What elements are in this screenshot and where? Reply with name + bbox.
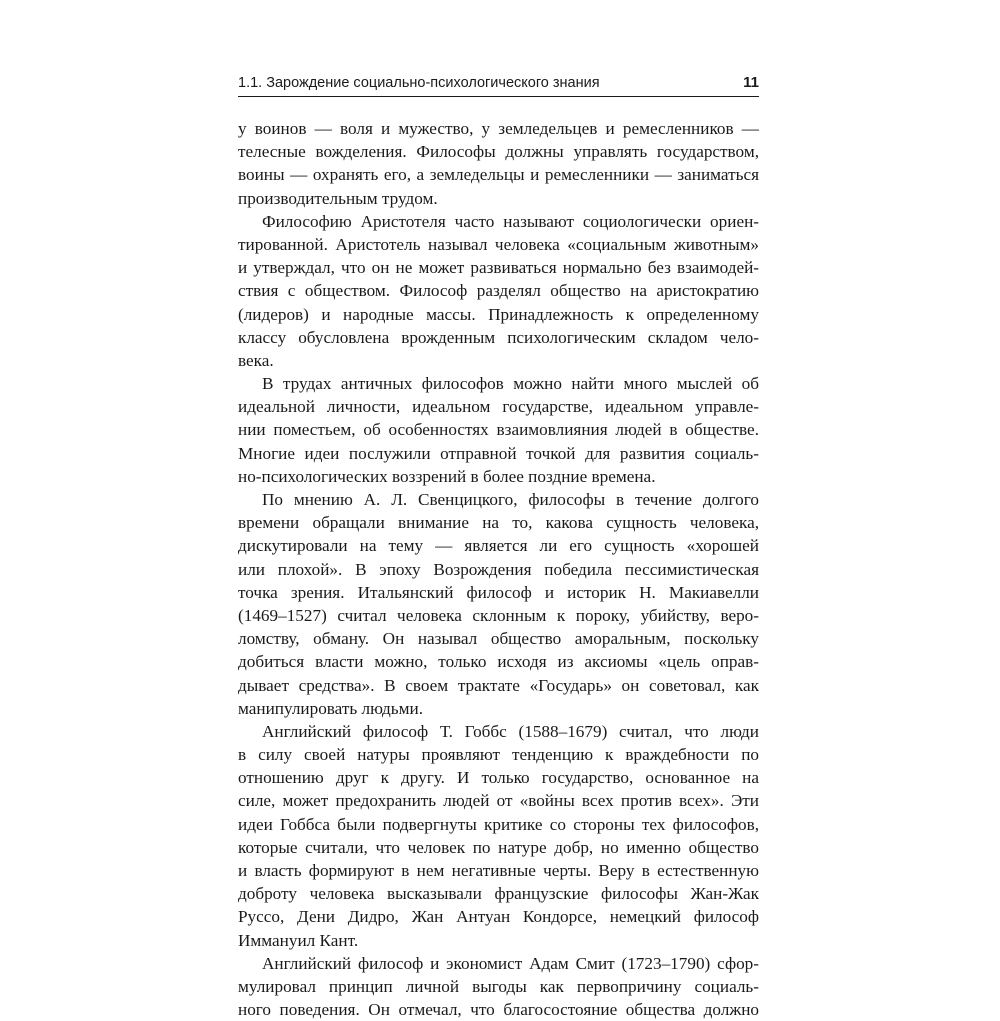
text-line: времени обращали внимание на то, какова сущность человека, (238, 513, 759, 533)
body-text (238, 117, 759, 1021)
text-line: в силу своей натуры проявляют тенденцию к враждебности по (238, 745, 759, 765)
text-line: (лидеров) и народные массы. Принадлежность к определенному (238, 304, 759, 324)
text-line: у воинов — воля и мужество, у земледельцев и ремесленников — (238, 119, 759, 138)
text-line: но-психологических воззрений в более поздние времена. (238, 466, 656, 486)
text-line: века. (238, 350, 274, 370)
paragraph (238, 210, 759, 372)
text-line: идеи Гоббса были подвергнуты критике со стороны тех философов, (238, 814, 759, 834)
text-line: Иммануил Кант. (238, 930, 359, 950)
running-header (238, 70, 759, 97)
text-line: ного поведения. Он отмечал, что благосостояние общества должно (238, 1000, 759, 1020)
text-line: силе, может предохранить людей от «войны всех против всех». Эти (238, 791, 759, 811)
text-line: производительным трудом. (238, 188, 438, 208)
text-line: Многие идеи послужили отправной точкой для развития социаль- (238, 443, 759, 463)
paragraph (238, 488, 759, 720)
text-line: точка зрения. Итальянский философ и историк Н. Макиавелли (238, 582, 759, 602)
section-title: 1.1. Зарождение социально-психологического знания (238, 75, 600, 91)
text-line: телесные вожделения. Философы должны управлять государством, (238, 142, 759, 162)
page-number: 11 (743, 74, 759, 91)
text-line: Английский философ и экономист Адам Смит (1723–1790) сфор- (262, 953, 759, 973)
paragraph (238, 952, 759, 1021)
text-line: дискутировали на тему — является ли его сущность «хорошей (238, 536, 759, 556)
text-line: добиться власти можно, только исходя из аксиомы «цель оправ- (238, 652, 759, 672)
text-line: мулировал принцип личной выгоды как первопричину социаль- (238, 976, 759, 996)
text-line: Руссо, Дени Дидро, Жан Антуан Кондорсе, немецкий философ (238, 907, 759, 927)
text-line: ствия с обществом. Философ разделял общество на аристократию (238, 281, 759, 301)
text-line: или плохой». В эпоху Возрождения победила пессимистическая (238, 559, 759, 579)
paragraph (238, 117, 759, 210)
text-line: воины — охранять его, а земледельцы и ремесленники — заниматься (238, 165, 759, 185)
text-line: классу обусловлена врожденным психологическим складом чело- (238, 327, 759, 347)
text-line: По мнению А. Л. Свенцицкого, философы в течение долгого (262, 490, 759, 509)
text-line: тированной. Аристотель называл человека «социальным животным» (238, 234, 759, 254)
text-line: В трудах античных философов можно найти много мыслей об (262, 374, 759, 394)
paragraph (238, 372, 759, 488)
text-line: нии поместьем, об особенностях взаимовлияния людей в обществе. (238, 420, 759, 440)
paragraph (238, 720, 759, 952)
text-line: идеальной личности, идеальном государстве, идеальном управле- (238, 397, 759, 417)
text-line: Философию Аристотеля часто называют социологически ориен- (262, 211, 759, 231)
text-line: и власть формируют в нем негативные черты. Веру в естественную (238, 861, 759, 880)
text-line: и утверждал, что он не может развиваться нормально без взаимодей- (238, 258, 759, 278)
text-line: (1469–1527) считал человека склонным к пороку, убийству, веро- (238, 605, 759, 625)
text-line: которые считали, что человек по натуре добр, но именно общество (238, 837, 759, 857)
text-line: ломству, обману. Он называл общество аморальным, поскольку (238, 629, 759, 649)
text-line: отношению друг к другу. И только государство, основанное на (238, 768, 759, 788)
text-line: Английский философ Т. Гоббс (1588–1679) считал, что люди (262, 721, 759, 741)
text-line: доброту человека высказывали французские философы Жан-Жак (238, 884, 759, 904)
text-line: манипулировать людьми. (238, 698, 423, 718)
text-line: дывает средства». В своем трактате «Государь» он советовал, как (238, 675, 759, 695)
